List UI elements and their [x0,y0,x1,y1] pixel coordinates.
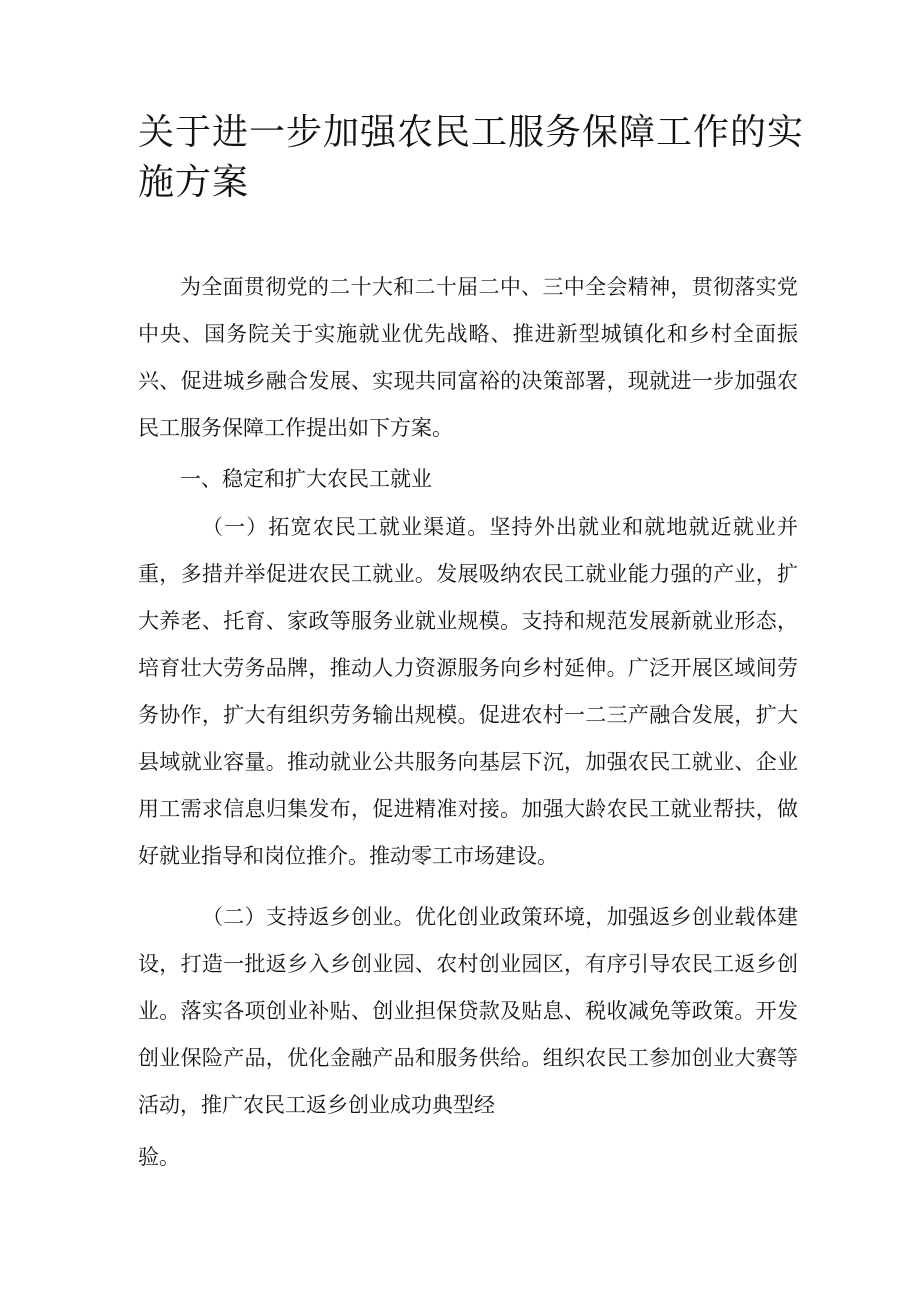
document-title: 关于进一步加强农民工服务保障工作的实施方案 [138,112,805,203]
item-two-tail: 验。 [138,1145,180,1169]
intro-paragraph: 为全面贯彻党的二十大和二十届二中、三中全会精神，贯彻落实党中央、国务院关于实施就业优先战略、推进新型城镇化和乡村全面振兴、促进城乡融合发展、实现共同富裕的决策部署，现就进一步加强农民工服务保障工作提出如下方案。 [138,275,798,440]
item-one-paragraph: （一）拓宽农民工就业渠道。坚持外出就业和就地就近就业并重，多措并举促进农民工就业。发展吸纳农民工就业能力强的产业，扩大养老、托育、家政等服务业就业规模。支持和规范发展新就业形态，培育壮大劳务品牌，推动人力资源服务向乡村延伸。广泛开展区域间劳务协作，扩大有组织劳务输出规模。促进农村一二三产融合发展，扩大县域就业容量。推动就业公共服务向基层下沉，加强农民工就业、企业用工需求信息归集发布，促进精准对接。加强大龄农民工就业帮扶，做好就业指导和岗位推介。推动零工市场建设。 [138,515,798,868]
item-two-paragraph: （二）支持返乡创业。优化创业政策环境，加强返乡创业载体建设，打造一批返乡入乡创业园、农村创业园区，有序引导农民工返乡创业。落实各项创业补贴、创业担保贷款及贴息、税收减免等政策。开发创业保险产品，优化金融产品和服务供给。组织农民工参加创业大赛等活动，推广农民工返乡创业成功典型经 [138,905,798,1117]
section-one-heading: 一、稳定和扩大农民工就业 [180,467,432,491]
